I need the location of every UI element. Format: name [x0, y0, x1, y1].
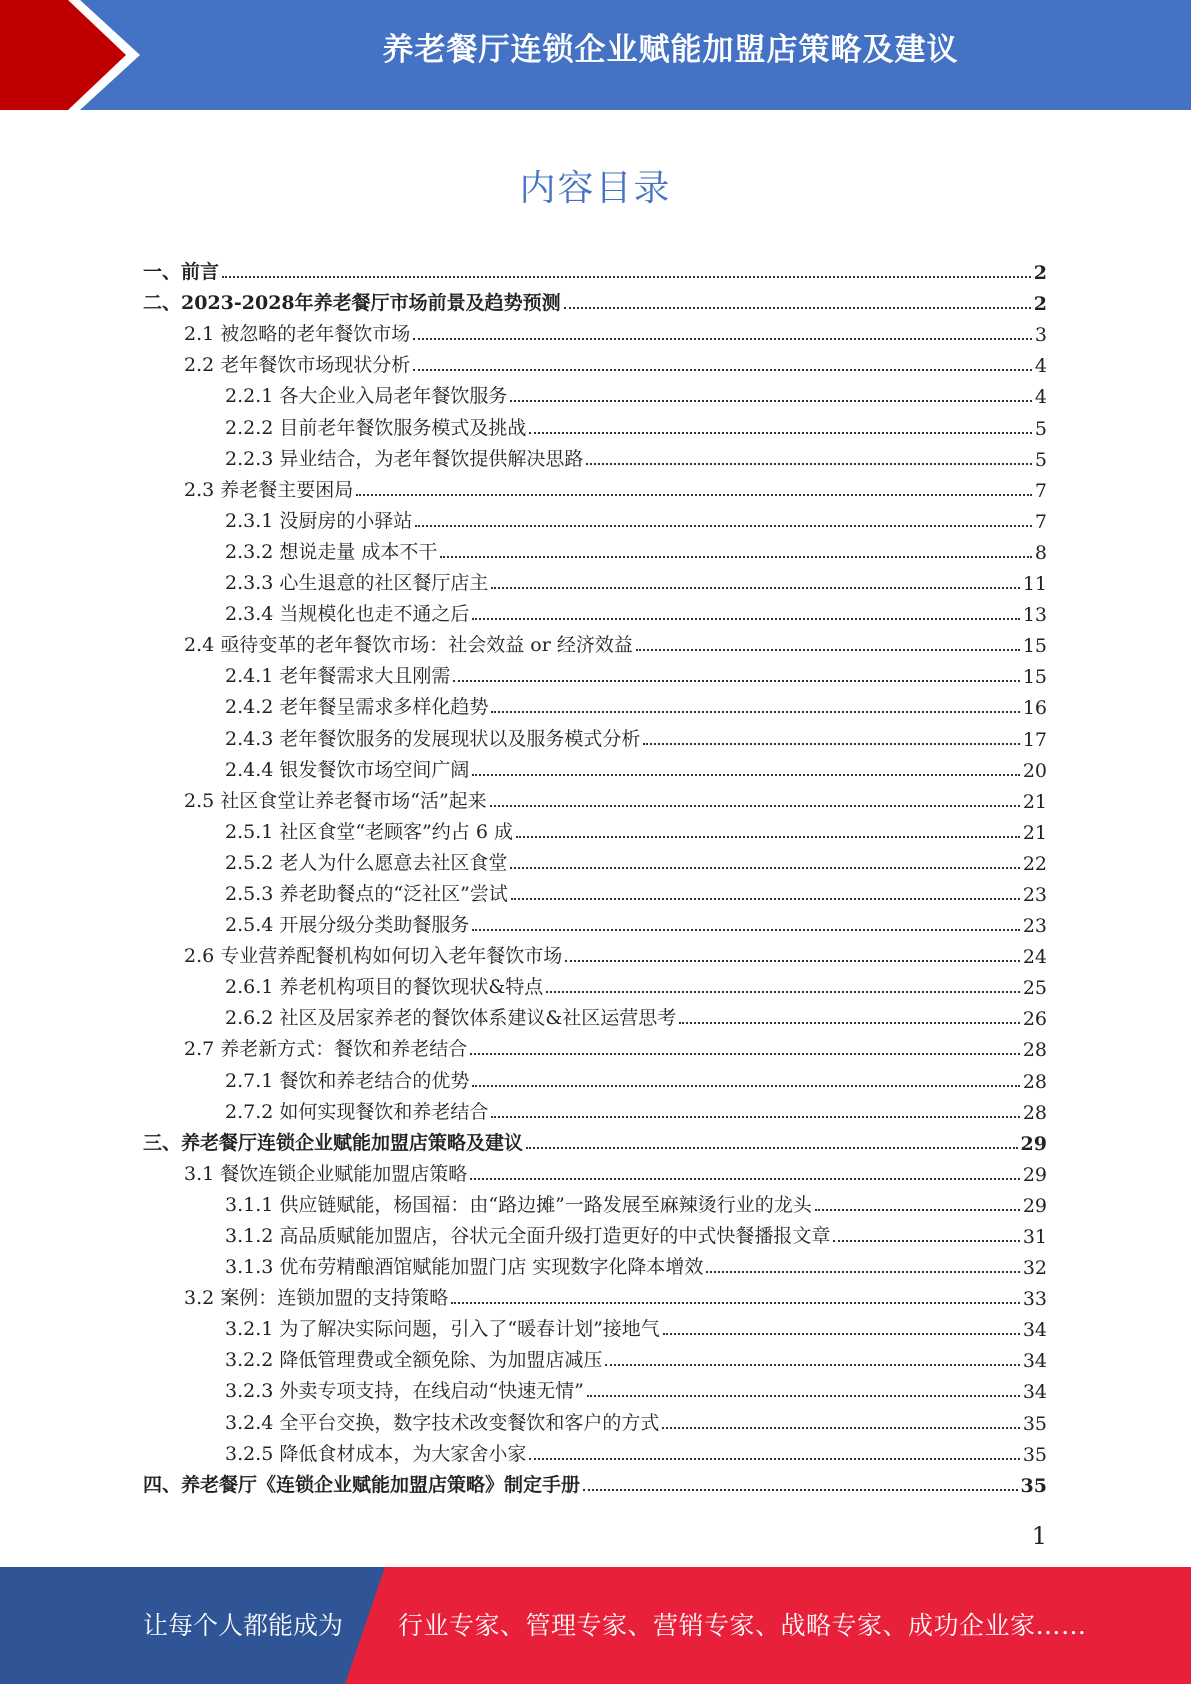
toc-entry-label: 2.5.3 养老助餐点的“泛社区”尝试 [225, 882, 508, 905]
toc-entry-label: 2.5.1 社区食堂“老顾客”约占 6 成 [225, 820, 513, 843]
toc-dot-leader [663, 1333, 1020, 1335]
toc-dot-leader [451, 1302, 1020, 1304]
toc-entry-page: 29 [1022, 1163, 1047, 1186]
header-banner [0, 0, 1191, 110]
toc-dot-leader [587, 1395, 1020, 1397]
toc-entry-label: 2.3.4 当规模化也走不通之后 [225, 603, 470, 626]
toc-entry-label: 2.4.1 老年餐需求大且刚需 [225, 665, 451, 688]
toc-dot-leader [643, 743, 1019, 745]
toc-entry-page: 5 [1034, 448, 1047, 471]
toc-entry-page: 29 [1020, 1132, 1047, 1155]
toc-entry[interactable] [143, 844, 1047, 875]
toc-entry-page: 3 [1034, 324, 1047, 347]
toc-entry-label: 2.3 养老餐主要困局 [184, 478, 354, 501]
footer-slogan-left: 让每个人都能成为 [143, 1611, 344, 1640]
toc-entry-label: 2.3.2 想说走量 成本不干 [225, 540, 438, 563]
toc-entry[interactable] [143, 937, 1047, 968]
toc-dot-leader [636, 649, 1020, 651]
toc-entry[interactable] [143, 719, 1047, 750]
toc-entry[interactable] [143, 1341, 1047, 1372]
toc-entry-page: 7 [1034, 479, 1047, 502]
toc-entry-label: 3.2.1 为了解决实际问题，引入了“暖春计划”接地气 [225, 1318, 660, 1341]
toc-entry[interactable] [143, 1435, 1047, 1466]
toc-dot-leader [472, 1085, 1019, 1087]
toc-entry-label: 2.2.3 异业结合，为老年餐饮提供解决思路 [225, 447, 584, 470]
toc-dot-leader [511, 898, 1020, 900]
toc-entry-label: 3.2.3 外卖专项支持，在线启动“快速无情” [225, 1380, 584, 1403]
toc-dot-leader [565, 960, 1020, 962]
toc-entry-page: 33 [1022, 1288, 1047, 1311]
table-of-contents [143, 253, 1047, 1497]
toc-dot-leader [472, 618, 1019, 620]
toc-entry-label: 2.1 被忽略的老年餐饮市场 [184, 323, 411, 346]
toc-dot-leader [586, 463, 1032, 465]
toc-dot-leader [546, 991, 1020, 993]
toc-entry[interactable] [143, 1030, 1047, 1061]
toc-entry[interactable] [143, 875, 1047, 906]
toc-dot-leader [490, 805, 1020, 807]
page-number: 1 [1031, 1522, 1047, 1550]
toc-dot-leader [413, 369, 1032, 371]
toc-entry-label: 2.7 养老新方式：餐饮和养老结合 [184, 1038, 468, 1061]
toc-dot-leader [529, 432, 1032, 434]
toc-entry[interactable] [143, 906, 1047, 937]
toc-entry[interactable] [143, 1279, 1047, 1310]
red-arrow-decoration [0, 0, 160, 110]
toc-dot-leader [222, 276, 1031, 278]
toc-entry-page: 26 [1022, 1008, 1047, 1031]
toc-entry-page: 20 [1022, 759, 1047, 782]
toc-entry-page: 25 [1022, 977, 1047, 1000]
toc-entry-label: 2.4.2 老年餐呈需求多样化趋势 [225, 696, 489, 719]
toc-entry[interactable] [143, 626, 1047, 657]
toc-entry-label: 3.1.1 供应链赋能，杨国福：由“路边摊”一路发展至麻辣烫行业的龙头 [225, 1193, 812, 1216]
toc-entry[interactable] [143, 502, 1047, 533]
toc-entry-page: 28 [1022, 1070, 1047, 1093]
toc-entry-page: 11 [1022, 573, 1047, 596]
document-title: 养老餐厅连锁企业赋能加盟店策略及建议 [382, 32, 959, 68]
toc-entry-page: 13 [1022, 604, 1047, 627]
toc-entry[interactable] [143, 999, 1047, 1030]
toc-entry[interactable] [143, 1217, 1047, 1248]
toc-entry-label: 四、养老餐厅《连锁企业赋能加盟店策略》制定手册 [143, 1473, 581, 1496]
toc-entry-page: 23 [1022, 915, 1047, 938]
toc-dot-leader [605, 1364, 1019, 1366]
toc-entry-page: 34 [1022, 1350, 1047, 1373]
toc-entry[interactable] [143, 1403, 1047, 1434]
toc-dot-leader [470, 1053, 1020, 1055]
toc-entry[interactable] [143, 657, 1047, 688]
toc-entry-label: 2.4.4 银发餐饮市场空间广阔 [225, 758, 470, 781]
footer-banner [0, 1567, 1191, 1684]
toc-entry-label: 3.2.4 全平台交换，数字技术改变餐饮和客户的方式 [225, 1411, 660, 1434]
toc-entry[interactable] [143, 1186, 1047, 1217]
toc-entry[interactable] [143, 346, 1047, 377]
toc-dot-leader [415, 525, 1032, 527]
toc-dot-leader [815, 1209, 1020, 1211]
toc-dot-leader [516, 836, 1020, 838]
toc-entry-page: 32 [1022, 1257, 1047, 1280]
toc-entry-page: 34 [1022, 1381, 1047, 1404]
toc-entry[interactable] [143, 1310, 1047, 1341]
toc-entry[interactable] [143, 1248, 1047, 1279]
toc-entry-label: 3.1 餐饮连锁企业赋能加盟店策略 [184, 1162, 468, 1185]
toc-entry-page: 35 [1020, 1474, 1047, 1497]
toc-entry-label: 2.7.2 如何实现餐饮和养老结合 [225, 1100, 489, 1123]
toc-entry-page: 28 [1022, 1039, 1047, 1062]
toc-entry[interactable] [143, 751, 1047, 782]
toc-dot-leader [356, 494, 1032, 496]
toc-entry-label: 2.2.2 目前老年餐饮服务模式及挑战 [225, 416, 527, 439]
toc-dot-leader [491, 1116, 1019, 1118]
toc-dot-leader [470, 1178, 1020, 1180]
toc-entry-page: 21 [1022, 790, 1047, 813]
footer-slogan-right: 行业专家、管理专家、营销专家、战略专家、成功企业家…… [398, 1611, 1087, 1640]
toc-entry-page: 8 [1034, 541, 1047, 564]
toc-dot-leader [564, 307, 1031, 309]
toc-entry-label: 2.5 社区食堂让养老餐市场“活”起来 [184, 789, 487, 812]
toc-entry[interactable] [143, 1155, 1047, 1186]
toc-dot-leader [706, 1271, 1019, 1273]
toc-entry-page: 29 [1022, 1194, 1047, 1217]
toc-entry-label: 2.7.1 餐饮和养老结合的优势 [225, 1069, 470, 1092]
toc-entry-page: 7 [1034, 510, 1047, 533]
toc-dot-leader [491, 587, 1019, 589]
toc-entry-page: 2 [1033, 293, 1047, 316]
toc-dot-leader [583, 1489, 1018, 1491]
toc-entry[interactable] [143, 440, 1047, 471]
toc-entry-label: 2.6 专业营养配餐机构如何切入老年餐饮市场 [184, 945, 563, 968]
toc-entry-label: 3.2.5 降低食材成本，为大家舍小家 [225, 1442, 527, 1465]
toc-entry-label: 2.2 老年餐饮市场现状分析 [184, 354, 411, 377]
toc-entry-page: 31 [1022, 1226, 1047, 1248]
toc-entry-page: 34 [1022, 1319, 1047, 1342]
toc-dot-leader [526, 1147, 1018, 1149]
toc-entry-label: 3.1.2 高品质赋能加盟店，谷状元全面升级打造更好的中式快餐播报文章 [225, 1225, 831, 1247]
toc-entry-page: 16 [1022, 697, 1047, 720]
toc-entry[interactable] [143, 813, 1047, 844]
toc-entry[interactable] [143, 1466, 1047, 1497]
toc-dot-leader [529, 1458, 1019, 1460]
toc-entry-page: 35 [1022, 1412, 1047, 1435]
toc-entry[interactable] [143, 595, 1047, 626]
toc-entry-page: 15 [1022, 635, 1047, 658]
toc-dot-leader [510, 400, 1032, 402]
toc-entry-label: 2.5.2 老人为什么愿意去社区食堂 [225, 851, 508, 874]
toc-entry[interactable] [143, 253, 1047, 284]
toc-entry-page: 28 [1022, 1101, 1047, 1124]
toc-dot-leader [413, 338, 1032, 340]
toc-entry-page: 22 [1022, 852, 1047, 875]
toc-dot-leader [662, 1427, 1019, 1429]
toc-entry-page: 4 [1034, 386, 1047, 409]
toc-entry-label: 2.3.1 没厨房的小驿站 [225, 509, 413, 532]
toc-dot-leader [472, 929, 1019, 931]
toc-entry-label: 2.3.3 心生退意的社区餐厅店主 [225, 572, 489, 595]
toc-entry[interactable] [143, 688, 1047, 719]
toc-entry[interactable] [143, 315, 1047, 346]
toc-entry-label: 2.2.1 各大企业入局老年餐饮服务 [225, 385, 508, 408]
toc-entry-label: 一、前言 [143, 261, 220, 284]
toc-entry[interactable] [143, 564, 1047, 595]
toc-entry[interactable] [143, 782, 1047, 813]
toc-entry-page: 24 [1022, 946, 1047, 969]
toc-entry-label: 2.5.4 开展分级分类助餐服务 [225, 914, 470, 937]
toc-dot-leader [491, 711, 1019, 713]
toc-entry-label: 3.2 案例：连锁加盟的支持策略 [184, 1287, 449, 1310]
toc-entry[interactable] [143, 533, 1047, 564]
toc-entry[interactable] [143, 284, 1047, 315]
toc-entry-page: 4 [1034, 355, 1047, 378]
toc-entry-label: 3.1.3 优布劳精酿酒馆赋能加盟门店 实现数字化降本增效 [225, 1256, 704, 1279]
toc-entry-label: 2.4 亟待变革的老年餐饮市场：社会效益 or 经济效益 [184, 634, 633, 657]
toc-entry-page: 17 [1022, 728, 1047, 751]
toc-dot-leader [453, 680, 1019, 682]
toc-entry[interactable] [143, 1372, 1047, 1403]
toc-entry-label: 三、养老餐厅连锁企业赋能加盟店策略及建议 [143, 1131, 524, 1154]
toc-entry-label: 2.4.3 老年餐饮服务的发展现状以及服务模式分析 [225, 727, 641, 750]
toc-entry[interactable] [143, 1093, 1047, 1124]
toc-dot-leader [472, 774, 1019, 776]
toc-entry[interactable] [143, 471, 1047, 502]
toc-entry-label: 3.2.2 降低管理费或全额免除、为加盟店减压 [225, 1349, 603, 1372]
toc-entry[interactable] [143, 408, 1047, 439]
toc-dot-leader [679, 1022, 1020, 1024]
toc-entry[interactable] [143, 1124, 1047, 1155]
toc-heading: 内容目录 [519, 168, 672, 209]
toc-entry-label: 2.6.1 养老机构项目的餐饮现状&特点 [225, 976, 544, 999]
toc-entry-page: 35 [1022, 1443, 1047, 1466]
toc-entry[interactable] [143, 377, 1047, 408]
toc-dot-leader [440, 556, 1031, 558]
toc-dot-leader [510, 867, 1019, 869]
toc-entry-page: 2 [1033, 262, 1047, 285]
toc-dot-leader [833, 1240, 1019, 1242]
toc-entry[interactable] [143, 1061, 1047, 1092]
toc-entry-label: 二、2023-2028年养老餐厅市场前景及趋势预测 [143, 292, 561, 315]
toc-entry-label: 2.6.2 社区及居家养老的餐饮体系建议&社区运营思考 [225, 1007, 677, 1030]
toc-entry-page: 15 [1022, 666, 1047, 689]
toc-entry-page: 21 [1022, 821, 1047, 844]
toc-entry-page: 23 [1022, 883, 1047, 906]
toc-entry-page: 5 [1034, 417, 1047, 440]
toc-entry[interactable] [143, 968, 1047, 999]
